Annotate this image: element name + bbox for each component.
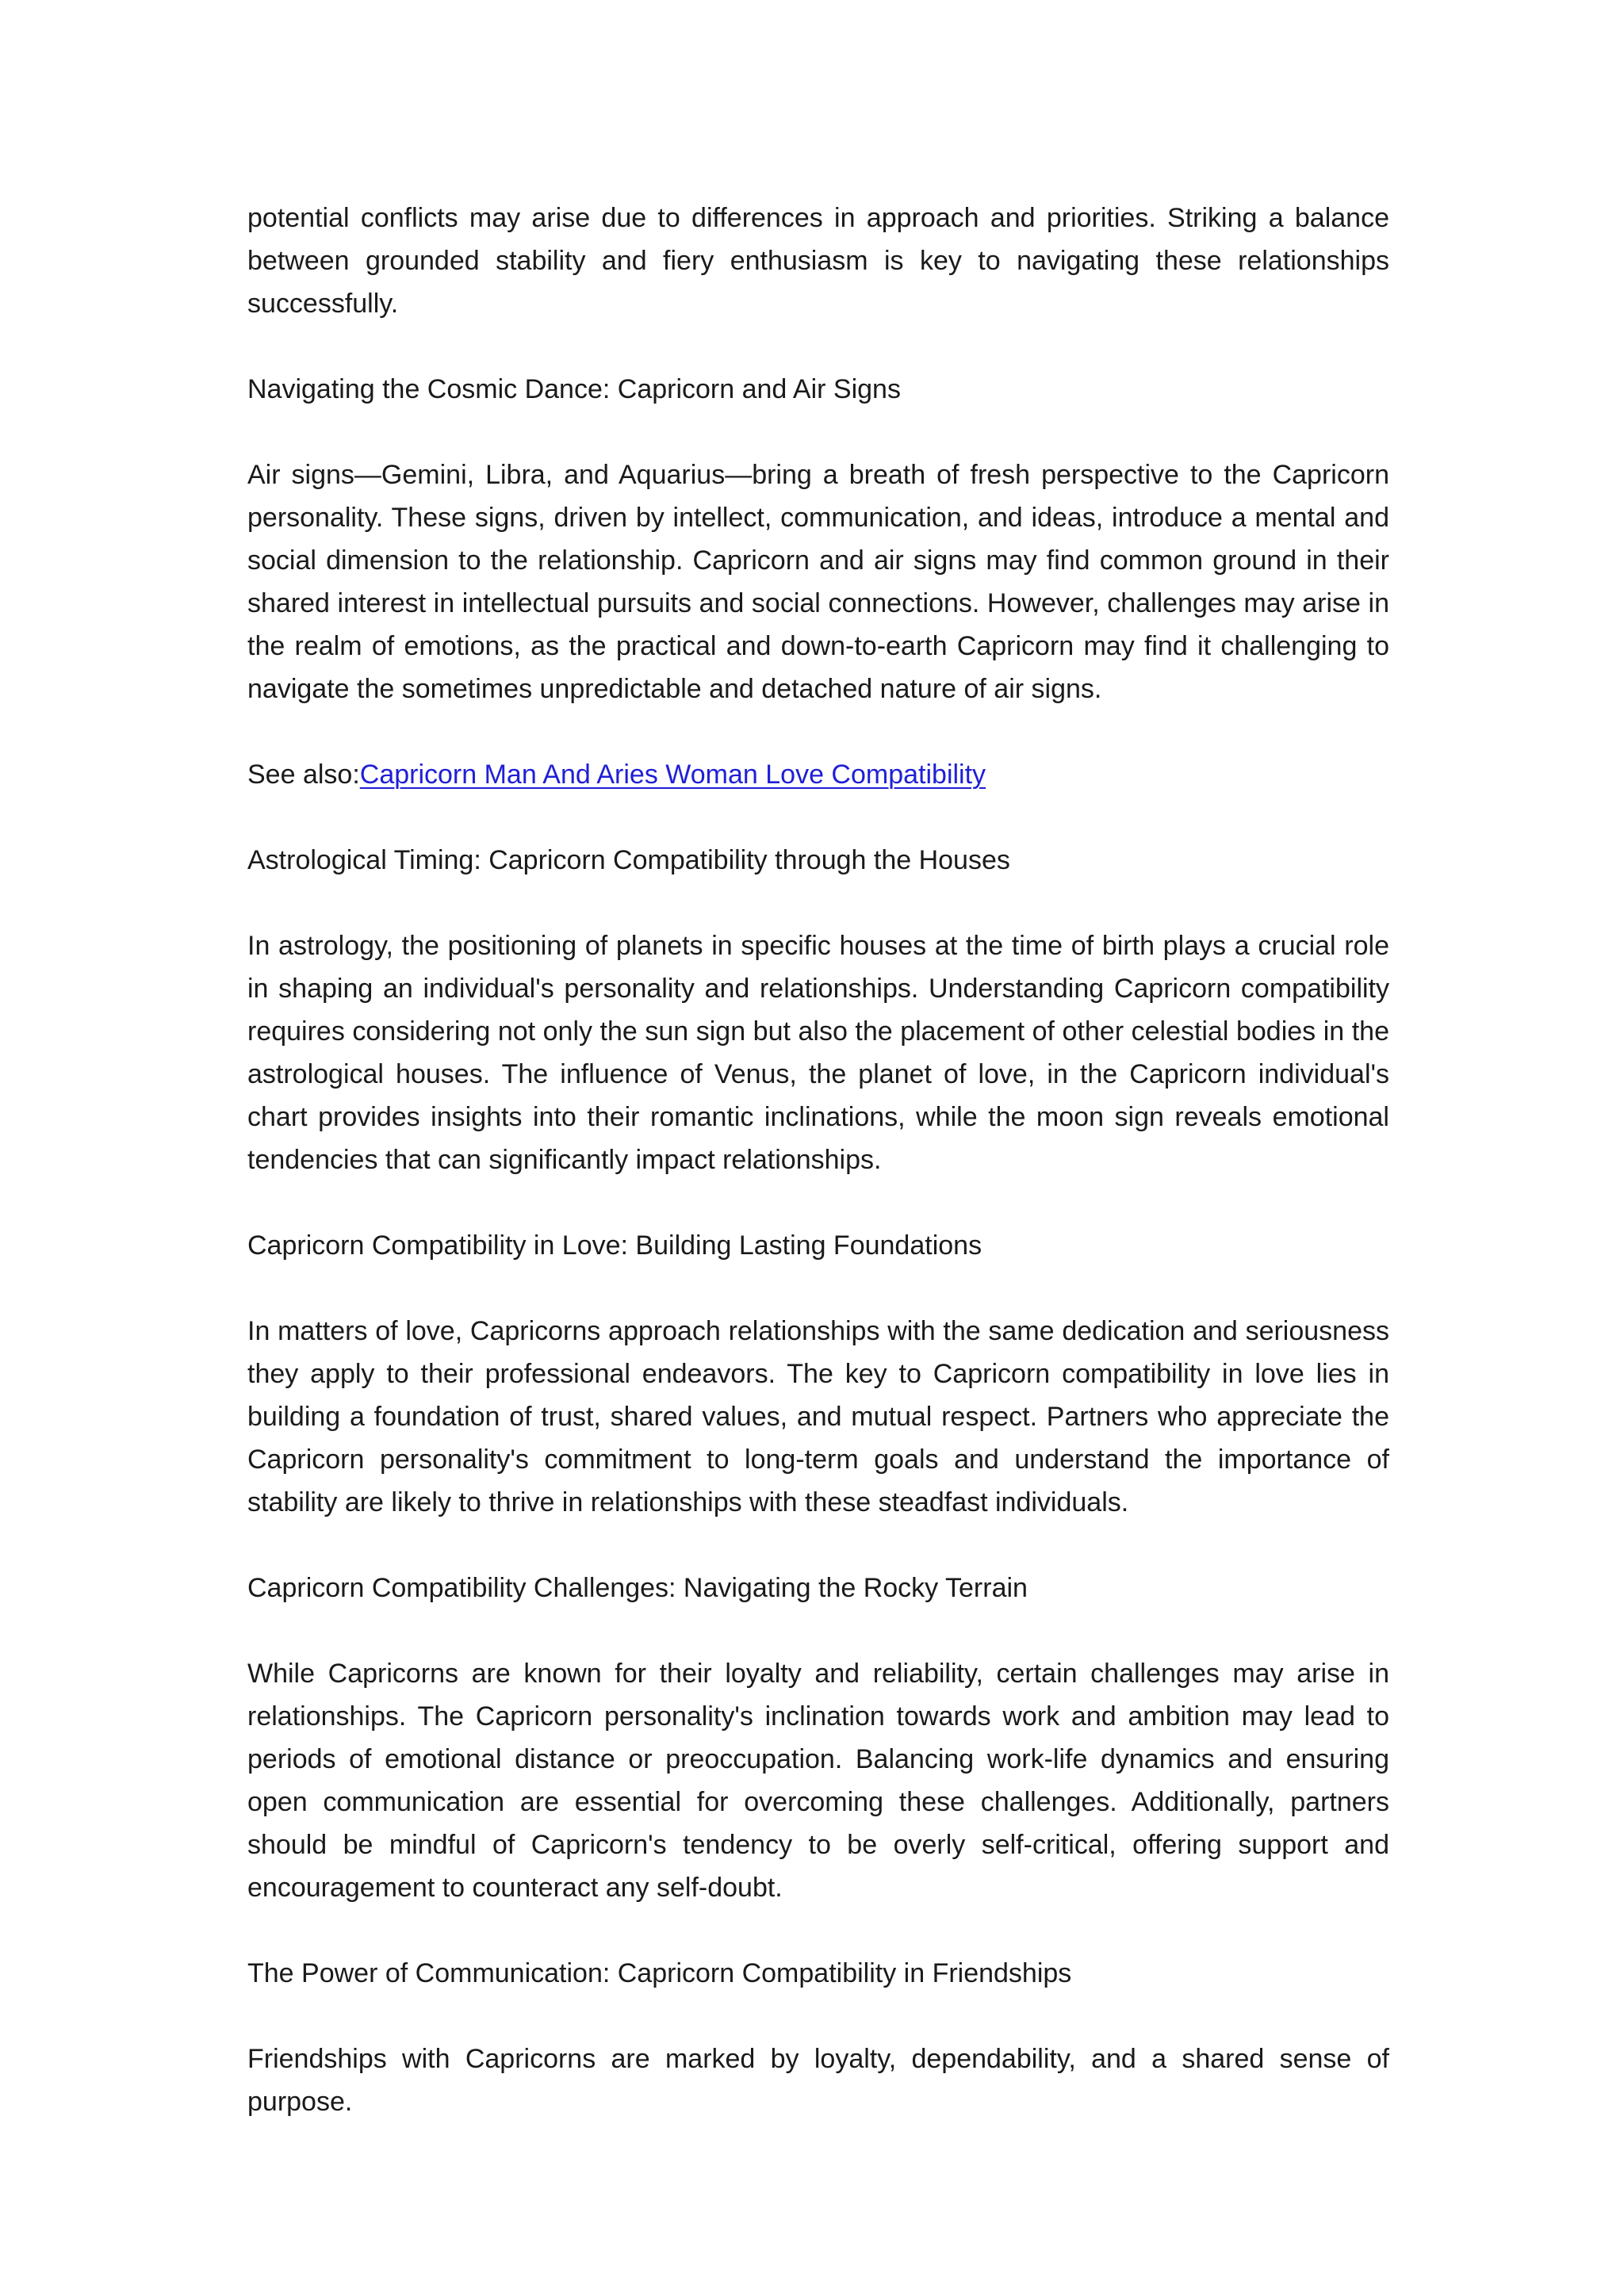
heading-love: Capricorn Compatibility in Love: Building Lasting Foundations — [247, 1230, 982, 1261]
see-also-link[interactable]: Capricorn Man And Aries Woman Love Compatibility — [359, 760, 986, 790]
heading-air-signs: Navigating the Cosmic Dance: Capricorn and Air Signs — [247, 374, 901, 404]
document-page — [247, 197, 1389, 2123]
heading-houses: Astrological Timing: Capricorn Compatibility through the Houses — [247, 845, 1010, 875]
paragraph-love: In matters of love, Capricorns approach relationships with the same dedication and seriousness they apply to their professional endeavors. The key to Capricorn compatibility in love lies in building a foundation of trust, shared values, and mutual respect. Partners who appreciate the Capricorn personality's commitment to long-term goals and understand the importance of stability are likely to thrive in relationships with these steadfast individuals. — [247, 1316, 1389, 1517]
paragraph-intro-end: potential conflicts may arise due to differences in approach and priorities. Striking a balance between grounded stability and fiery enthusiasm is key to navigating these relationships successfully. — [247, 203, 1389, 319]
paragraph-challenges: While Capricorns are known for their loyalty and reliability, certain challenges may arise in relationships. The Capricorn personality's inclination towards work and ambition may lead to periods of emotional distance or preoccupation. Balancing work-life dynamics and ensuring open communication are essential for overcoming these challenges. Additionally, partners should be mindful of Capricorn's tendency to be overly self-critical, offering support and encouragement to counteract any self-doubt. — [247, 1659, 1389, 1903]
heading-friendships: The Power of Communication: Capricorn Compatibility in Friendships — [247, 1958, 1072, 1988]
paragraph-houses: In astrology, the positioning of planets in specific houses at the time of birth plays a crucial role in shaping an individual's personality and relationships. Understanding Capricorn compatibility requires considering not only the sun sign but also the placement of other celestial bodies in the astrological houses. The influence of Venus, the planet of love, in the Capricorn individual's chart provides insights into their romantic inclinations, while the moon sign reveals emotional tendencies that can significantly impact relationships. — [247, 931, 1389, 1175]
heading-challenges: Capricorn Compatibility Challenges: Navigating the Rocky Terrain — [247, 1573, 1028, 1603]
paragraph-friendships: Friendships with Capricorns are marked by loyalty, dependability, and a shared sense of purpose. — [247, 2044, 1389, 2117]
see-also-label: See also: — [247, 760, 360, 790]
paragraph-air-signs: Air signs—Gemini, Libra, and Aquarius—bring a breath of fresh perspective to the Capricorn personality. These signs, driven by intellect, communication, and ideas, introduce a mental and social dimension to the relationship. Capricorn and air signs may find common ground in their shared interest in intellectual pursuits and social connections. However, challenges may arise in the realm of emotions, as the practical and down-to-earth Capricorn may find it challenging to navigate the sometimes unpredictable and detached nature of air signs. — [247, 460, 1389, 704]
see-also-line — [247, 753, 1389, 796]
